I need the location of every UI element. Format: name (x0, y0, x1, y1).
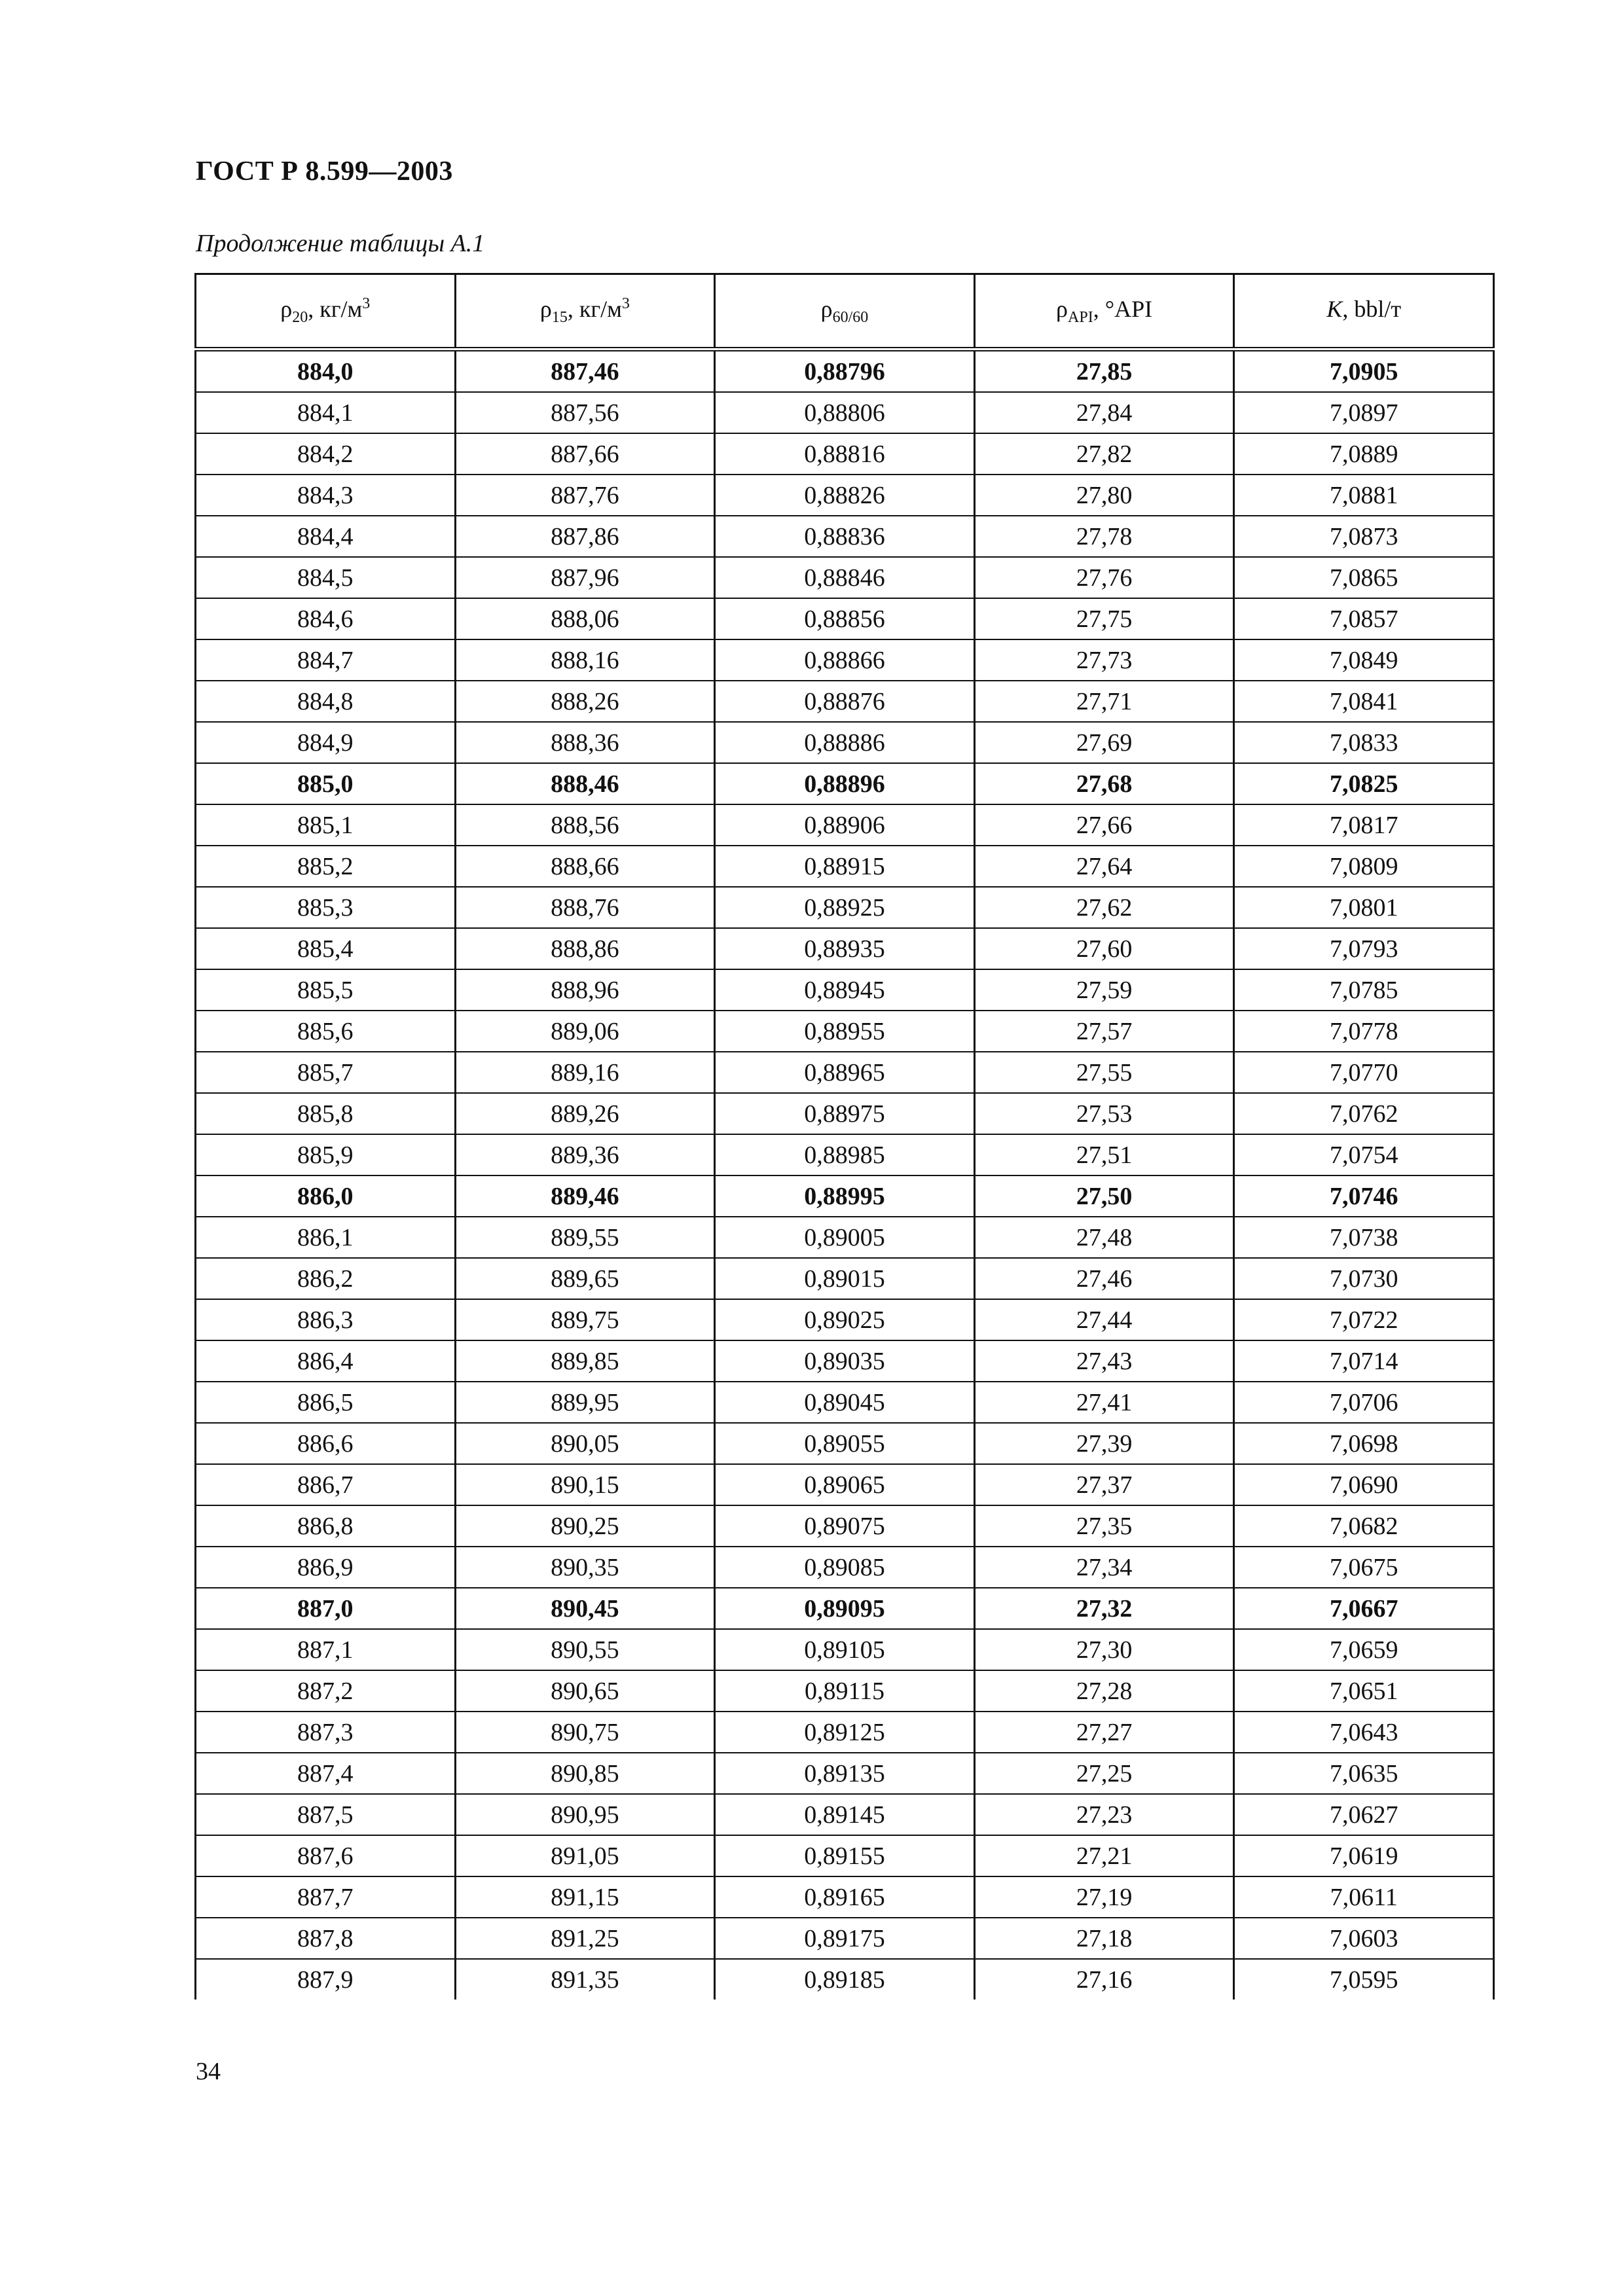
table-cell: 885,0 (196, 763, 456, 804)
table-row (196, 1093, 1494, 1134)
table-cell: 27,53 (974, 1093, 1234, 1134)
table-cell: 7,0722 (1234, 1299, 1494, 1340)
table-cell: 887,96 (455, 557, 715, 598)
table-cell: 0,88826 (715, 475, 975, 516)
table-row (196, 1876, 1494, 1918)
table-cell: 7,0873 (1234, 516, 1494, 557)
table-row (196, 1753, 1494, 1794)
table-row (196, 1629, 1494, 1670)
table-cell: 885,6 (196, 1011, 456, 1052)
table-cell: 887,8 (196, 1918, 456, 1959)
table-row (196, 722, 1494, 763)
table-row (196, 350, 1494, 393)
table-row (196, 969, 1494, 1011)
table-cell: 0,88806 (715, 392, 975, 433)
table-cell: 884,5 (196, 557, 456, 598)
table-cell: 0,89025 (715, 1299, 975, 1340)
table-cell: 7,0801 (1234, 887, 1494, 928)
table-cell: 0,89105 (715, 1629, 975, 1670)
table-cell: 27,39 (974, 1423, 1234, 1464)
table-cell: 27,19 (974, 1876, 1234, 1918)
table-cell: 7,0627 (1234, 1794, 1494, 1835)
table-cell: 0,88935 (715, 928, 975, 969)
table-cell: 0,88925 (715, 887, 975, 928)
table-cell: 885,4 (196, 928, 456, 969)
table-row (196, 1258, 1494, 1299)
table-cell: 7,0595 (1234, 1959, 1494, 2000)
table-cell: 27,46 (974, 1258, 1234, 1299)
table-cell: 27,82 (974, 433, 1234, 475)
table-cell: 891,15 (455, 1876, 715, 1918)
table-cell: 27,30 (974, 1629, 1234, 1670)
table-cell: 7,0770 (1234, 1052, 1494, 1093)
header-row (196, 274, 1494, 350)
table-cell: 889,75 (455, 1299, 715, 1340)
table-cell: 887,2 (196, 1670, 456, 1712)
table-row (196, 1382, 1494, 1423)
table-cell: 887,66 (455, 433, 715, 475)
table-cell: 0,89125 (715, 1712, 975, 1753)
table-cell: 7,0619 (1234, 1835, 1494, 1876)
table-row (196, 1340, 1494, 1382)
table-row (196, 804, 1494, 846)
table-header (196, 274, 1494, 350)
table-cell: 7,0785 (1234, 969, 1494, 1011)
table-cell: 7,0905 (1234, 350, 1494, 393)
table-cell: 7,0651 (1234, 1670, 1494, 1712)
table-cell: 887,1 (196, 1629, 456, 1670)
table-cell: 886,0 (196, 1175, 456, 1217)
table-cell: 0,89045 (715, 1382, 975, 1423)
table-cell: 0,89175 (715, 1918, 975, 1959)
table-cell: 0,88856 (715, 598, 975, 639)
table-cell: 27,16 (974, 1959, 1234, 2000)
table-row (196, 1835, 1494, 1876)
table-cell: 0,88836 (715, 516, 975, 557)
table-cell: 889,46 (455, 1175, 715, 1217)
table-cell: 887,76 (455, 475, 715, 516)
table-cell: 887,6 (196, 1835, 456, 1876)
table-body (196, 350, 1494, 2000)
table-cell: 890,35 (455, 1547, 715, 1588)
table-cell: 27,80 (974, 475, 1234, 516)
table-cell: 891,25 (455, 1918, 715, 1959)
table-cell: 0,89055 (715, 1423, 975, 1464)
table-cell: 888,36 (455, 722, 715, 763)
table-cell: 0,89095 (715, 1588, 975, 1629)
table-cell: 7,0667 (1234, 1588, 1494, 1629)
table-cell: 7,0793 (1234, 928, 1494, 969)
table-cell: 7,0841 (1234, 681, 1494, 722)
table-cell: 7,0778 (1234, 1011, 1494, 1052)
table-cell: 27,59 (974, 969, 1234, 1011)
table-cell: 885,2 (196, 846, 456, 887)
table-cell: 27,85 (974, 350, 1234, 393)
table-cell: 7,0706 (1234, 1382, 1494, 1423)
table-cell: 27,34 (974, 1547, 1234, 1588)
table-row (196, 557, 1494, 598)
table-cell: 7,0698 (1234, 1423, 1494, 1464)
table-cell: 27,55 (974, 1052, 1234, 1093)
table-cell: 890,85 (455, 1753, 715, 1794)
table-cell: 27,44 (974, 1299, 1234, 1340)
table-cell: 0,88886 (715, 722, 975, 763)
table-cell: 884,2 (196, 433, 456, 475)
table-cell: 7,0635 (1234, 1753, 1494, 1794)
table-row (196, 846, 1494, 887)
table-row (196, 475, 1494, 516)
table-cell: 886,9 (196, 1547, 456, 1588)
table-cell: 889,06 (455, 1011, 715, 1052)
table-cell: 7,0714 (1234, 1340, 1494, 1382)
table-cell: 0,88866 (715, 639, 975, 681)
table-cell: 0,88975 (715, 1093, 975, 1134)
table-cell: 890,05 (455, 1423, 715, 1464)
table-cell: 890,25 (455, 1505, 715, 1547)
table-cell: 887,86 (455, 516, 715, 557)
table-row (196, 1464, 1494, 1505)
table-cell: 27,51 (974, 1134, 1234, 1175)
table-cell: 0,88945 (715, 969, 975, 1011)
table-cell: 7,0897 (1234, 392, 1494, 433)
table-row (196, 1423, 1494, 1464)
column-header-rho15: $\rho_{15}$, $кг/м^3$ (455, 274, 715, 350)
table-cell: 7,0762 (1234, 1093, 1494, 1134)
table-cell: 889,55 (455, 1217, 715, 1258)
table-row (196, 1794, 1494, 1835)
table-cell: 887,4 (196, 1753, 456, 1794)
table-cell: 0,89005 (715, 1217, 975, 1258)
table-cell: 27,37 (974, 1464, 1234, 1505)
table-row (196, 1712, 1494, 1753)
table-cell: 886,2 (196, 1258, 456, 1299)
column-header-rho-api: $\rho_{API}$, °API (974, 274, 1234, 350)
table-row (196, 1175, 1494, 1217)
page-number: 34 (196, 2058, 221, 2085)
table-cell: 884,9 (196, 722, 456, 763)
table-cell: 0,89165 (715, 1876, 975, 1918)
table-cell: 27,21 (974, 1835, 1234, 1876)
table-cell: 884,7 (196, 639, 456, 681)
table-row (196, 1918, 1494, 1959)
table-cell: 891,35 (455, 1959, 715, 2000)
table-cell: 886,1 (196, 1217, 456, 1258)
table-cell: 0,89075 (715, 1505, 975, 1547)
table-cell: 888,86 (455, 928, 715, 969)
table-cell: 27,32 (974, 1588, 1234, 1629)
table-cell: 27,73 (974, 639, 1234, 681)
table-cell: 886,6 (196, 1423, 456, 1464)
table-cell: 890,55 (455, 1629, 715, 1670)
table-cell: 0,88985 (715, 1134, 975, 1175)
table-cell: 27,84 (974, 392, 1234, 433)
table-cell: 884,8 (196, 681, 456, 722)
table-cell: 0,89155 (715, 1835, 975, 1876)
table-cell: 0,89015 (715, 1258, 975, 1299)
table-cell: 887,9 (196, 1959, 456, 2000)
table-cell: 885,5 (196, 969, 456, 1011)
table-cell: 7,0659 (1234, 1629, 1494, 1670)
table-cell: 0,88955 (715, 1011, 975, 1052)
table-cell: 7,0730 (1234, 1258, 1494, 1299)
table-row (196, 1299, 1494, 1340)
table-cell: 885,9 (196, 1134, 456, 1175)
table-cell: 7,0675 (1234, 1547, 1494, 1588)
document-header: ГОСТ Р 8.599—2003 (196, 156, 453, 187)
table-cell: 7,0817 (1234, 804, 1494, 846)
table-cell: 884,3 (196, 475, 456, 516)
table-cell: 884,6 (196, 598, 456, 639)
table-cell: 888,46 (455, 763, 715, 804)
table-cell: 27,76 (974, 557, 1234, 598)
table-cell: 0,88796 (715, 350, 975, 393)
table-cell: 890,75 (455, 1712, 715, 1753)
table-cell: 0,89065 (715, 1464, 975, 1505)
table-cell: 885,1 (196, 804, 456, 846)
table-cell: 7,0833 (1234, 722, 1494, 763)
column-header-rho20: $\rho_{20}$, $кг/м^3$ (196, 274, 456, 350)
table-caption: Продолжение таблицы А.1 (196, 230, 485, 257)
table-row (196, 1670, 1494, 1712)
table-cell: 0,89115 (715, 1670, 975, 1712)
table-cell: 7,0881 (1234, 475, 1494, 516)
table-cell: 888,76 (455, 887, 715, 928)
table-cell: 7,0738 (1234, 1217, 1494, 1258)
table-cell: 27,28 (974, 1670, 1234, 1712)
table-cell: 27,50 (974, 1175, 1234, 1217)
table-row (196, 392, 1494, 433)
table-cell: 0,88915 (715, 846, 975, 887)
table-cell: 887,56 (455, 392, 715, 433)
table-row (196, 433, 1494, 475)
table-cell: 885,7 (196, 1052, 456, 1093)
table-row (196, 1217, 1494, 1258)
table-row (196, 516, 1494, 557)
table-cell: 885,3 (196, 887, 456, 928)
table-cell: 27,27 (974, 1712, 1234, 1753)
table-cell: 7,0809 (1234, 846, 1494, 887)
table-cell: 889,26 (455, 1093, 715, 1134)
column-header-k: K, bbl/т (1234, 274, 1494, 350)
table-cell: 888,56 (455, 804, 715, 846)
table-row (196, 887, 1494, 928)
table-cell: 27,60 (974, 928, 1234, 969)
table-cell: 7,0611 (1234, 1876, 1494, 1918)
table-cell: 27,62 (974, 887, 1234, 928)
table-cell: 0,88995 (715, 1175, 975, 1217)
table-cell: 0,89135 (715, 1753, 975, 1794)
table-cell: 887,5 (196, 1794, 456, 1835)
table-cell: 27,69 (974, 722, 1234, 763)
table-cell: 27,41 (974, 1382, 1234, 1423)
table-cell: 891,05 (455, 1835, 715, 1876)
table-row (196, 1052, 1494, 1093)
table-cell: 7,0849 (1234, 639, 1494, 681)
table-cell: 886,7 (196, 1464, 456, 1505)
table-row (196, 598, 1494, 639)
table-cell: 0,88876 (715, 681, 975, 722)
table-cell: 7,0825 (1234, 763, 1494, 804)
table-cell: 884,0 (196, 350, 456, 393)
table-cell: 0,88816 (715, 433, 975, 475)
table-cell: 885,8 (196, 1093, 456, 1134)
table-cell: 0,88965 (715, 1052, 975, 1093)
table-cell: 0,88906 (715, 804, 975, 846)
table-cell: 887,46 (455, 350, 715, 393)
table-cell: 889,85 (455, 1340, 715, 1382)
table-cell: 7,0865 (1234, 557, 1494, 598)
table-cell: 27,48 (974, 1217, 1234, 1258)
table-cell: 890,65 (455, 1670, 715, 1712)
table-cell: 889,36 (455, 1134, 715, 1175)
table-cell: 27,18 (974, 1918, 1234, 1959)
table-cell: 0,89145 (715, 1794, 975, 1835)
table-cell: 7,0643 (1234, 1712, 1494, 1753)
table-cell: 27,78 (974, 516, 1234, 557)
table-cell: 887,7 (196, 1876, 456, 1918)
table-cell: 889,16 (455, 1052, 715, 1093)
table-cell: 888,16 (455, 639, 715, 681)
table-cell: 889,95 (455, 1382, 715, 1423)
table-row (196, 928, 1494, 969)
table-cell: 27,35 (974, 1505, 1234, 1547)
density-table (194, 273, 1495, 2000)
table-cell: 889,65 (455, 1258, 715, 1299)
table-cell: 27,66 (974, 804, 1234, 846)
table-cell: 884,4 (196, 516, 456, 557)
table-cell: 0,89185 (715, 1959, 975, 2000)
table-cell: 887,3 (196, 1712, 456, 1753)
table-cell: 890,15 (455, 1464, 715, 1505)
table-cell: 886,8 (196, 1505, 456, 1547)
table-cell: 888,66 (455, 846, 715, 887)
table-cell: 888,26 (455, 681, 715, 722)
table-cell: 7,0690 (1234, 1464, 1494, 1505)
table-cell: 27,43 (974, 1340, 1234, 1382)
table-cell: 27,57 (974, 1011, 1234, 1052)
table-cell: 888,06 (455, 598, 715, 639)
table-cell: 7,0603 (1234, 1918, 1494, 1959)
table-row (196, 1588, 1494, 1629)
table-cell: 890,45 (455, 1588, 715, 1629)
table-row (196, 639, 1494, 681)
table-row (196, 1505, 1494, 1547)
table-cell: 0,88846 (715, 557, 975, 598)
table-row (196, 1134, 1494, 1175)
table-row (196, 681, 1494, 722)
table-row (196, 763, 1494, 804)
table-cell: 890,95 (455, 1794, 715, 1835)
table-cell: 7,0889 (1234, 433, 1494, 475)
table-cell: 0,88896 (715, 763, 975, 804)
table-cell: 886,3 (196, 1299, 456, 1340)
table-cell: 886,4 (196, 1340, 456, 1382)
table-cell: 27,71 (974, 681, 1234, 722)
table-cell: 27,75 (974, 598, 1234, 639)
table-row (196, 1011, 1494, 1052)
table-cell: 27,68 (974, 763, 1234, 804)
column-header-rho60-60: $\rho_{60/60}$ (715, 274, 975, 350)
table-cell: 7,0857 (1234, 598, 1494, 639)
table-cell: 884,1 (196, 392, 456, 433)
table-row (196, 1547, 1494, 1588)
table-row (196, 1959, 1494, 2000)
table-cell: 27,25 (974, 1753, 1234, 1794)
table-cell: 887,0 (196, 1588, 456, 1629)
table-cell: 0,89035 (715, 1340, 975, 1382)
table-cell: 7,0754 (1234, 1134, 1494, 1175)
table-cell: 27,64 (974, 846, 1234, 887)
table-cell: 886,5 (196, 1382, 456, 1423)
table-cell: 0,89085 (715, 1547, 975, 1588)
table-cell: 7,0682 (1234, 1505, 1494, 1547)
table-cell: 7,0746 (1234, 1175, 1494, 1217)
table-cell: 27,23 (974, 1794, 1234, 1835)
table-cell: 888,96 (455, 969, 715, 1011)
